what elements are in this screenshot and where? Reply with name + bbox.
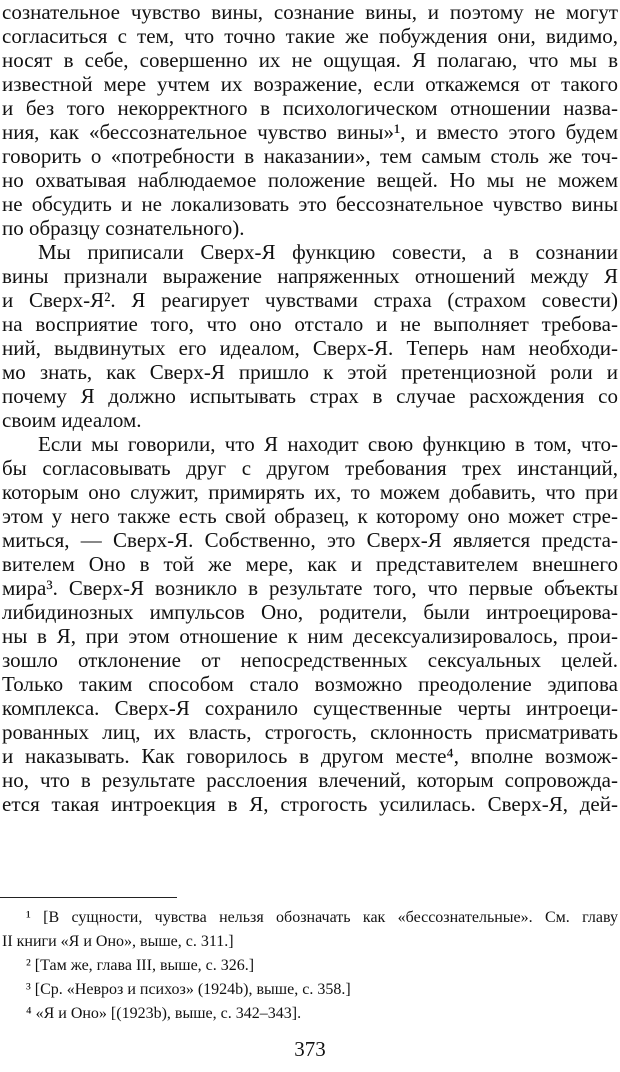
text-line: ется такая интроекция в Я, строгость усилилась. Сверх-Я, дей- (2, 792, 618, 816)
text-line: известной мере учтем их возражение, если откажемся от такого (2, 72, 618, 96)
footnote: II книги «Я и Оно», выше, с. 311.] (2, 933, 234, 950)
footnote-separator (0, 897, 177, 898)
text-line: носят в себе, совершенно их не ощущая. Я полагаю, что мы в (2, 48, 618, 72)
text-line: рованных лиц, их власть, строгость, склонность присматривать (2, 720, 618, 744)
text-line: ны в Я, при этом отношение к ним десексуализировалось, прои- (2, 624, 618, 648)
text-line: и Сверх-Я². Я реагирует чувствами страха (страхом совести) (2, 288, 618, 312)
text-line: ний, выдвинутых его идеалом, Сверх-Я. Теперь нам необходи- (2, 336, 618, 360)
text-line: но охватывая наблюдаемое положение вещей. Но мы не можем (2, 168, 618, 192)
text-line: не обсудить и не локализовать это бессознательное чувство вины (2, 192, 618, 216)
text-line: но, что в результате расслоения влечений, которым сопровожда- (2, 768, 618, 792)
text-line: и наказывать. Как говорилось в другом месте⁴, вполне возмож- (2, 744, 618, 768)
text-line: мо знать, как Сверх-Я пришло к этой претенциозной роли и (2, 360, 618, 384)
text-line: которым оно служит, примирять их, то можем добавить, что при (2, 480, 618, 504)
footnote: ² [Там же, глава III, выше, с. 326.] (26, 957, 255, 974)
text-line: сознательное чувство вины, сознание вины, и поэтому не могут (2, 0, 618, 24)
text-line: на восприятие того, что оно отстало и не выполняет требова- (2, 312, 618, 336)
text-line: говорить о «потребности в наказании», тем самым столь же точ- (2, 144, 618, 168)
footnote: ¹ [В сущности, чувства нельзя обозначать как «бессознательные». См. главу (26, 909, 618, 926)
text-line: этом у него также есть свой образец, к которому оно может стре- (2, 504, 618, 528)
text-line: комплекса. Сверх-Я сохранило существенные черты интроеци- (2, 696, 618, 720)
page-number: 373 (294, 1037, 326, 1061)
text-line: бы согласовывать друг с другом требования трех инстанций, (2, 456, 618, 480)
text-line: Только таким способом стало возможно преодоление эдипова (2, 672, 618, 696)
text-line: и без того некорректного в психологическом отношении назва- (2, 96, 618, 120)
text-line: почему Я должно испытывать страх в случае расхождения со (2, 384, 618, 408)
text-line: либидинозных импульсов Оно, родители, были интроецирова- (2, 600, 618, 624)
text-line: мира³. Сверх-Я возникло в результате того, что первые объекты (2, 576, 618, 600)
footnote: ³ [Ср. «Невроз и психоз» (1924b), выше, с. 358.] (26, 981, 351, 998)
footnote: ⁴ «Я и Оно» [(1923b), выше, с. 342–343]. (26, 1005, 302, 1022)
text-line: вителем Оно в той же мере, как и представителем внешнего (2, 552, 618, 576)
text-line: Мы приписали Сверх-Я функцию совести, а в сознании (38, 240, 618, 264)
text-line: вины признали выражение напряженных отношений между Я (2, 264, 618, 288)
text-line: ния, как «бессознательное чувство вины»¹, и вместо этого будем (2, 120, 618, 144)
text-line: миться, — Сверх-Я. Собственно, это Сверх-Я является предста- (2, 528, 618, 552)
text-line: согласиться с тем, что точно такие же побуждения они, видимо, (2, 24, 618, 48)
text-line: зошло отклонение от непосредственных сексуальных целей. (2, 648, 618, 672)
text-line: Если мы говорили, что Я находит свою функцию в том, что- (38, 432, 618, 456)
text-line: по образцу сознательного). (2, 216, 245, 240)
text-line: своим идеалом. (2, 408, 142, 432)
